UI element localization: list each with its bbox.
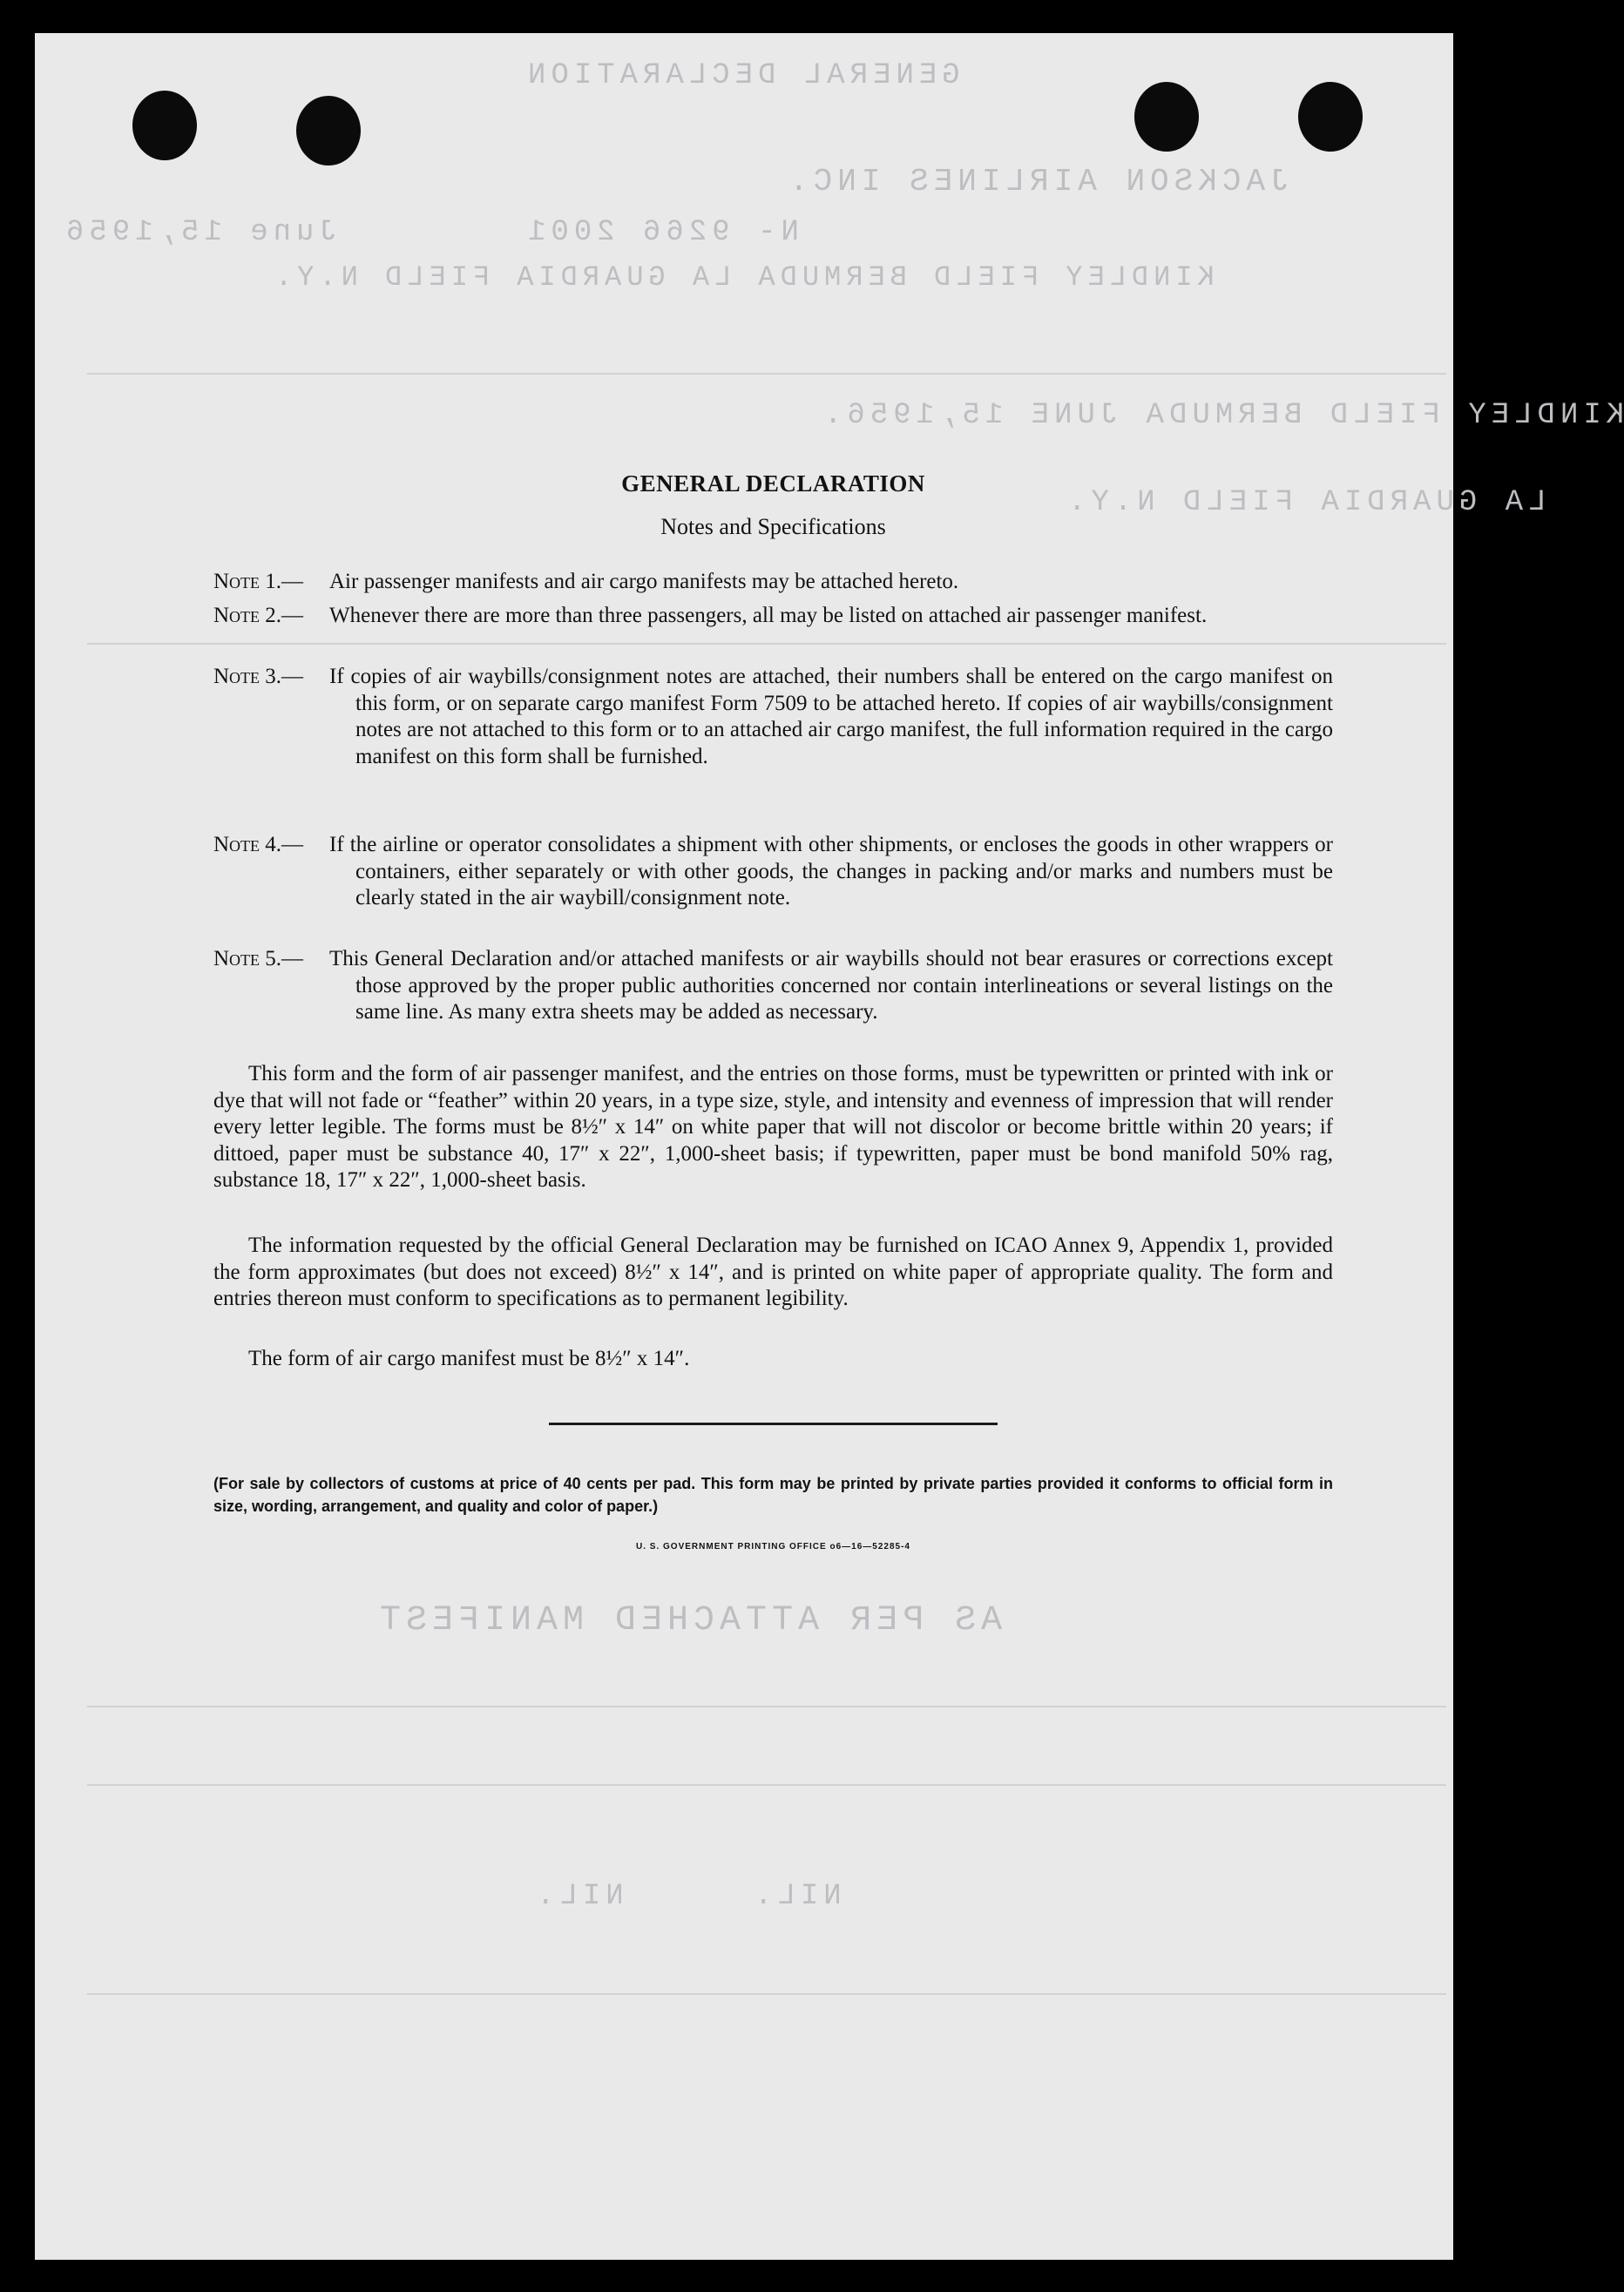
note-text: This General Declaration and/or attached manifests or air waybills should not bear erasures or corrections except those approved by the proper public authorities concerned nor contain interlineations or several listings on the same line. As many extra sheets may be added as necessary.	[329, 947, 1333, 1024]
printer-imprint: U. S. GOVERNMENT PRINTING OFFICE o6—16—52285-4	[636, 1542, 910, 1552]
note-5	[213, 946, 1333, 1026]
bleed-rule	[87, 1706, 1446, 1707]
note-label: Note 1.—	[213, 570, 304, 593]
note-3	[213, 664, 1333, 770]
document-page	[35, 33, 1624, 2260]
bleed-rule	[87, 1993, 1446, 1995]
bleed-destination: LA GUARDIA FIELD N.Y.	[1063, 486, 1546, 519]
note-label: Note 2.—	[213, 604, 304, 627]
punch-hole	[296, 96, 361, 166]
bleed-rule	[87, 373, 1446, 375]
bleed-date: June 15,1956	[61, 216, 337, 249]
bleed-airline: JACKSON AIRLINES INC.	[784, 164, 1289, 199]
punch-hole	[1298, 82, 1363, 152]
bleed-nil: NIL.	[749, 1880, 842, 1913]
note-text: Air passenger manifests and air cargo manifests may be attached hereto.	[329, 570, 959, 593]
paragraph-icao: The information requested by the official General Declaration may be furnished on ICAO Annex 9, Appendix 1, provided the form approximates (but does not exceed) 8½″ x 14″, and is printed on white paper of appropriate quality. The form and entries thereon must conform to specifications as to permanent legibility.	[213, 1234, 1333, 1310]
punch-hole	[1134, 82, 1199, 152]
note-label: Note 3.—	[213, 665, 304, 688]
punch-hole	[132, 91, 197, 160]
note-1	[213, 569, 1333, 596]
bleed-manifest: AS PER ATTACHED MANIFEST	[375, 1601, 1003, 1640]
note-text: Whenever there are more than three passengers, all may be listed on attached air passenger manifest.	[329, 604, 1208, 627]
bleed-header: GENERAL DECLARATION	[523, 59, 960, 92]
page-subtitle: Notes and Specifications	[660, 514, 886, 539]
sale-note: (For sale by collectors of customs at price of 40 cents per pad. This form may be printed by private parties provided it conforms to official form in size, wording, arrangement, and quality and color of paper.)	[213, 1475, 1333, 1515]
note-label: Note 5.—	[213, 947, 304, 970]
note-2	[213, 603, 1333, 630]
note-text: If copies of air waybills/consignment notes are attached, their numbers shall be entered on the cargo manifest on this form, or on separate cargo manifest Form 7509 to be attached hereto. If copies of air waybills/consignment notes are not attached to this form or to an attached air cargo manifest, the full information required in the cargo manifest on this form shall be furnished.	[329, 665, 1333, 768]
bleed-itinerary: KINDLEY FIELD BERMUDA JUNE 15,1956.	[819, 399, 1624, 432]
note-text: If the airline or operator consolidates a shipment with other shipments, or encloses the goods in other wrappers or containers, either separately or with other goods, the changes in packing and/or marks and numbers must be clearly stated in the air waybill/consignment note.	[329, 833, 1333, 909]
divider	[549, 1423, 998, 1425]
bleed-rule	[87, 1784, 1446, 1786]
page-title: GENERAL DECLARATION	[621, 470, 925, 497]
note-label: Note 4.—	[213, 833, 304, 856]
bleed-flight: N- 9266 2001	[523, 216, 799, 249]
bleed-nil: NIL.	[531, 1880, 624, 1913]
bleed-rule	[87, 643, 1446, 645]
bleed-route: KINDLEY FIELD BERMUDA LA GUARDIA FIELD N.Y.	[270, 261, 1215, 294]
note-4	[213, 832, 1333, 912]
paragraph-cargo-size: The form of air cargo manifest must be 8½″ x 14″.	[248, 1347, 690, 1370]
paragraph-form-specs: This form and the form of air passenger manifest, and the entries on those forms, must be typewritten or printed with ink or dye that will not fade or “feather” within 20 years, in a type size, style, and intensity and evenness of impression that will render every letter legible. The forms must be 8½″ x 14″ on white paper that will not discolor or become brittle within 20 years; if dittoed, paper must be substance 40, 17″ x 22″, 1,000-sheet basis; if typewritten, paper must be bond manifold 50% rag, substance 18, 17″ x 22″, 1,000-sheet basis.	[213, 1062, 1333, 1192]
